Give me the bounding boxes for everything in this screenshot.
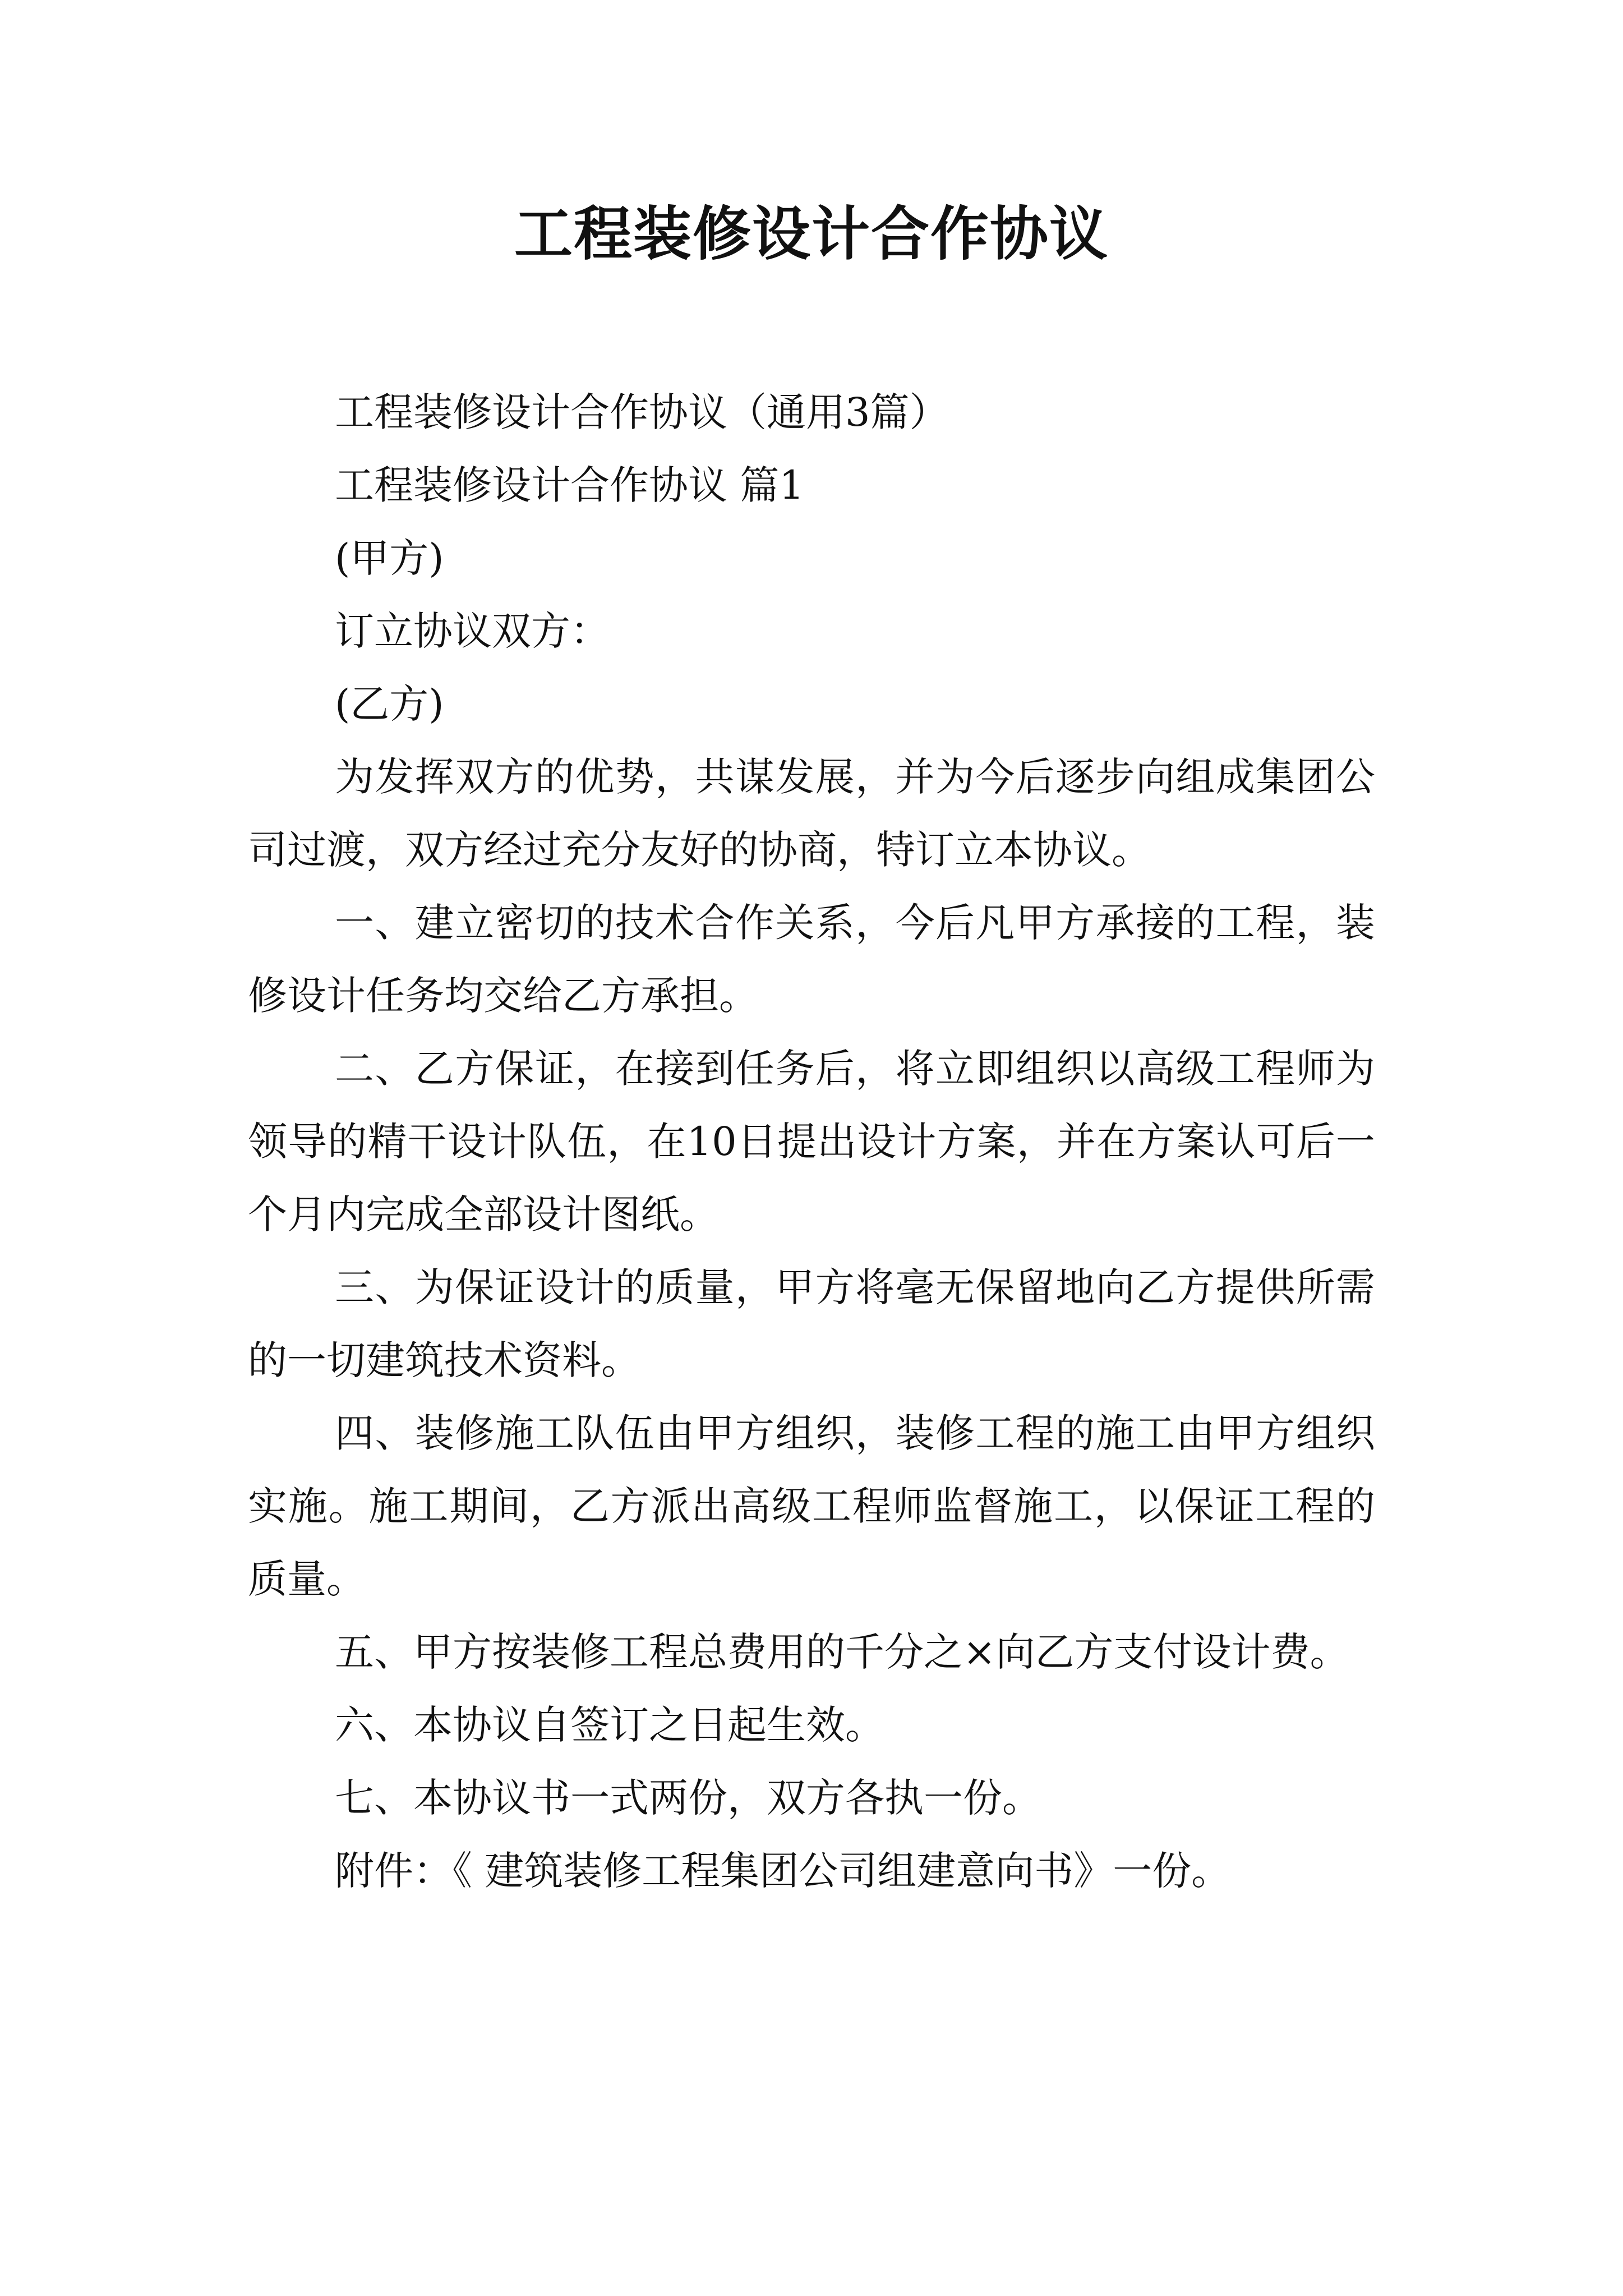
clause-2: 二、乙方保证，在接到任务后，将立即组织以高级工程师为领导的精干设计队伍，在10日提出设计方案，并在方案认可后一个月内完成全部设计图纸。 bbox=[248, 1046, 1375, 1237]
document-title: 工程装修设计合作协议 bbox=[514, 199, 1109, 268]
party-a-line: (甲方) bbox=[335, 535, 444, 581]
clause-1: 一、建立密切的技术合作关系，今后凡甲方承接的工程，装修设计任务均交给乙方承担。 bbox=[248, 900, 1375, 1019]
party-b-line: (乙方) bbox=[335, 681, 444, 727]
clause-7: 七、本协议书一式两份，双方各执一份。 bbox=[335, 1775, 1041, 1821]
section-heading: 工程装修设计合作协议 篇1 bbox=[335, 462, 804, 508]
clause-3: 三、为保证设计的质量，甲方将毫无保留地向乙方提供所需的一切建筑技术资料。 bbox=[248, 1264, 1375, 1383]
subtitle-line: 工程装修设计合作协议（通用3篇） bbox=[335, 389, 949, 435]
attachment-line: 附件：《 建筑装修工程集团公司组建意向书》一份。 bbox=[335, 1848, 1231, 1894]
clause-6: 六、本协议自签订之日起生效。 bbox=[335, 1702, 884, 1748]
document-body bbox=[248, 376, 1375, 1907]
clause-5: 五、甲方按装修工程总费用的千分之×向乙方支付设计费。 bbox=[335, 1629, 1349, 1675]
intro-paragraph: 为发挥双方的优势，共谋发展，并为今后逐步向组成集团公司过渡，双方经过充分友好的协商，特订立本协议。 bbox=[248, 754, 1375, 873]
clause-4: 四、装修施工队伍由甲方组织，装修工程的施工由甲方组织实施。施工期间，乙方派出高级工程师监督施工，以保证工程的质量。 bbox=[248, 1410, 1375, 1602]
parties-label: 订立协议双方： bbox=[335, 608, 610, 654]
